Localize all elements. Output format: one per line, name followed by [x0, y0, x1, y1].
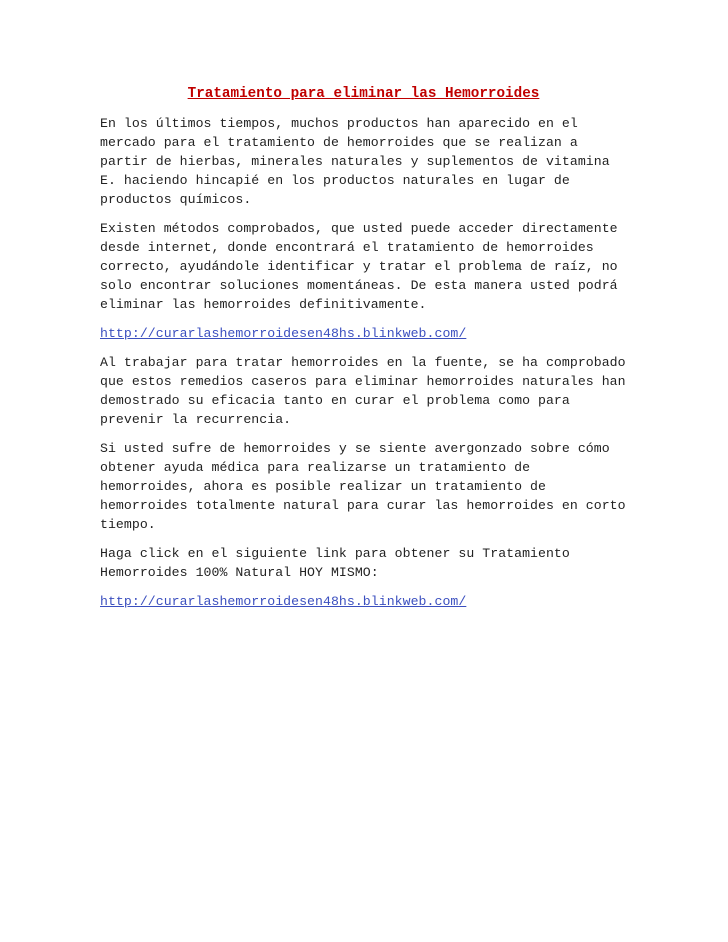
paragraph-3	[100, 353, 630, 429]
paragraph-2	[100, 219, 630, 314]
paragraph-line: Si usted sufre de hemorroides y se siente avergonzado sobre cómo	[100, 441, 610, 456]
paragraph-line: prevenir la recurrencia.	[100, 412, 292, 427]
paragraph-line: mercado para el tratamiento de hemorroides que se realizan a	[100, 135, 578, 150]
website-link[interactable]: http://curarlashemorroidesen48hs.blinkweb.com/	[100, 594, 467, 609]
paragraph-line: partir de hierbas, minerales naturales y suplementos de vitamina	[100, 154, 610, 169]
paragraph-line: que estos remedios caseros para eliminar hemorroides naturales han	[100, 374, 626, 389]
paragraph-line: obtener ayuda médica para realizarse un tratamiento de	[100, 460, 531, 475]
paragraph-line: En los últimos tiempos, muchos productos han aparecido en el	[100, 116, 578, 131]
paragraph-line: productos químicos.	[100, 192, 252, 207]
paragraph-line: tiempo.	[100, 517, 156, 532]
document-body	[100, 114, 630, 621]
paragraph-line: correcto, ayudándole identificar y tratar el problema de raíz, no	[100, 259, 618, 274]
link-paragraph-2	[100, 592, 630, 611]
paragraph-line: Existen métodos comprobados, que usted puede acceder directamente	[100, 221, 618, 236]
paragraph-line: Al trabajar para tratar hemorroides en la fuente, se ha comprobado	[100, 355, 626, 370]
paragraph-line: hemorroides, ahora es posible realizar un tratamiento de	[100, 479, 546, 494]
paragraph-line: Hemorroides 100% Natural HOY MISMO:	[100, 565, 379, 580]
paragraph-line: desde internet, donde encontrará el tratamiento de hemorroides	[100, 240, 594, 255]
website-link[interactable]: http://curarlashemorroidesen48hs.blinkweb.com/	[100, 326, 467, 341]
paragraph-5	[100, 544, 630, 582]
paragraph-line: eliminar las hemorroides definitivamente.	[100, 297, 427, 312]
paragraph-line: E. haciendo hincapié en los productos naturales en lugar de	[100, 173, 570, 188]
paragraph-line: hemorroides totalmente natural para curar las hemorroides en corto	[100, 498, 626, 513]
paragraph-line: demostrado su eficacia tanto en curar el problema como para	[100, 393, 570, 408]
paragraph-line: solo encontrar soluciones momentáneas. De esta manera usted podrá	[100, 278, 618, 293]
link-paragraph-1	[100, 324, 630, 343]
paragraph-1	[100, 114, 630, 209]
document-title: Tratamiento para eliminar las Hemorroides	[187, 86, 540, 102]
paragraph-line: Haga click en el siguiente link para obtener su Tratamiento	[100, 546, 570, 561]
paragraph-4	[100, 439, 630, 534]
